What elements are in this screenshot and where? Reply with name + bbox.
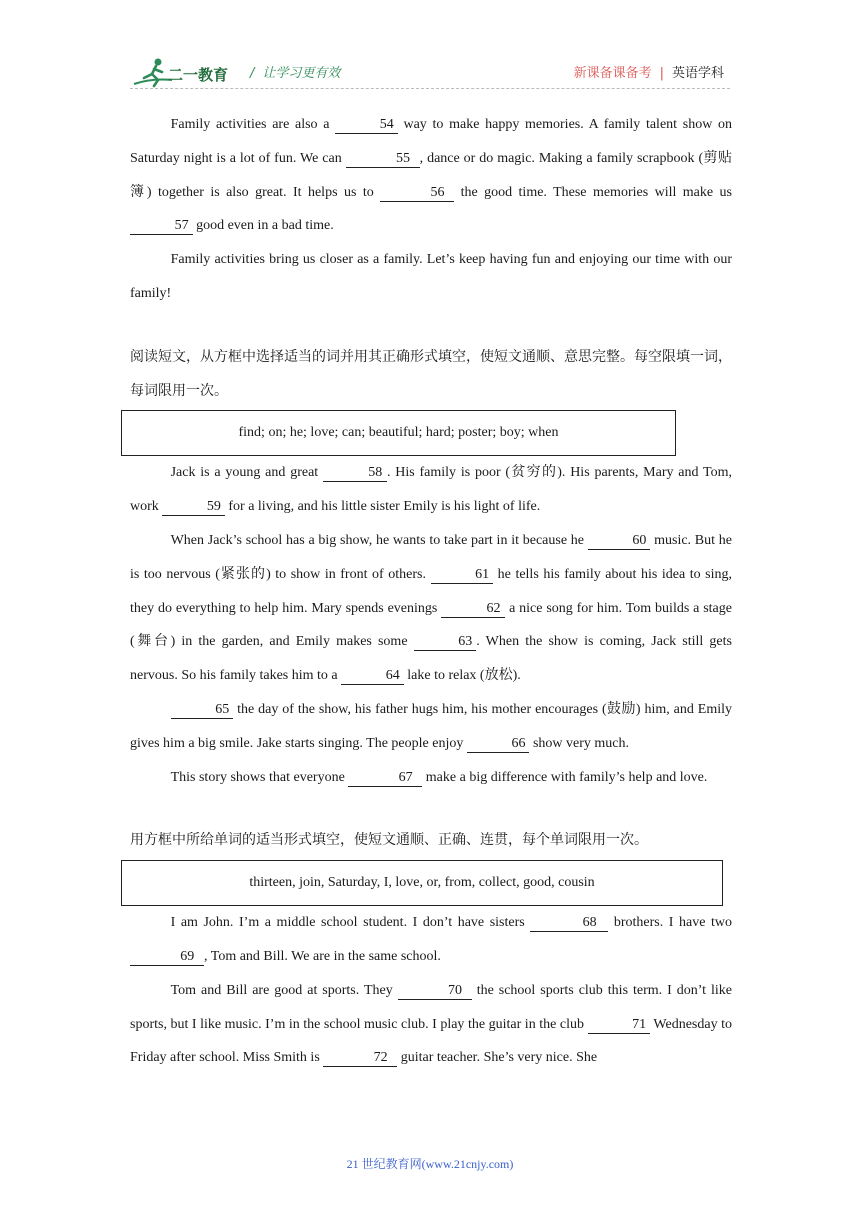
header-divider	[130, 88, 730, 89]
blank-61[interactable]: 61	[431, 567, 494, 584]
slogan: / 让学习更有效	[250, 66, 341, 81]
blank-54[interactable]: 54	[335, 117, 398, 134]
blank-62[interactable]: 62	[441, 601, 505, 618]
s2-paragraph-3: 65 the day of the show, his father hugs him, his mother encourages (鼓励) him, and Emily gives him a big smile. Jake starts singing. The people enjoy 66 show very much.	[130, 701, 732, 751]
blank-60[interactable]: 60	[588, 533, 651, 550]
page-footer: 21 世纪教育网(www.21cnjy.com)	[346, 1157, 514, 1171]
blank-58[interactable]: 58	[323, 465, 387, 482]
blank-59[interactable]: 59	[162, 499, 225, 516]
s1-paragraph-1: Family activities are also a 54 way to make happy memories. A family talent show on Saturday night is a lot of fun. We can 55 , dance or do magic. Making a family scrapbook (剪贴簿) together is also great. It helps us to 56 the good time. These memories will make us 57 good even in a bad time.	[130, 117, 733, 234]
s3-paragraph-1: I am John. I’m a middle school student. I don’t have sisters 68 brothers. I have two 69 , Tom and Bill. We are in the same school.	[130, 906, 732, 974]
header-subject: 新课备课备考 | 英语学科	[573, 66, 724, 81]
blank-56[interactable]: 56	[380, 185, 454, 202]
s2-paragraph-2: When Jack’s school has a big show, he wants to take part in it because he 60 music. But he is too nervous (紧张的) to show in front of others. 61 he tells his family about his idea to sing, they do everything to help him. Mary spends evenings 62 a nice song for him. Tom builds a stage (舞台) in the garden, and Emily makes some 63 . When the show is coming, Jack still gets nervous. So his family takes him to a 64 lake to relax (放松).	[130, 532, 732, 684]
blank-55[interactable]: 55	[346, 151, 420, 168]
s3-instruction: 用方框中所给单词的适当形式填空，使短文通顺、正确、连贯，每个单词限用一次。	[130, 832, 648, 849]
logo-icon	[132, 56, 242, 90]
s1-paragraph-2: Family activities bring us closer as a family. Let’s keep having fun and enjoying our time with our family!	[130, 252, 732, 301]
blank-66[interactable]: 66	[467, 736, 530, 753]
blank-64[interactable]: 64	[341, 668, 404, 685]
blank-65[interactable]: 65	[171, 702, 234, 719]
blank-67[interactable]: 67	[348, 770, 422, 787]
s2-paragraph-4: This story shows that everyone 67 make a big difference with family’s help and love.	[170, 769, 708, 785]
blank-68[interactable]: 68	[530, 915, 608, 932]
s2-word-box: find; on; he; love; can; beautiful; hard; poster; boy; when	[121, 410, 676, 456]
s3-paragraph-2: Tom and Bill are good at sports. They 70 the school sports club this term. I don’t like sports, but I like music. I’m in the school music club. I play the guitar in the club 71 Wednesday to Friday after school. Miss Smith is 72 guitar teacher. She’s very nice. She	[130, 982, 733, 1066]
s3-word-box: thirteen, join, Saturday, I, love, or, from, collect, good, cousin	[121, 860, 723, 906]
s2-paragraph-1: Jack is a young and great 58 . His family is poor (贫穷的). His parents, Mary and Tom, work 59 for a living, and his little sister Emily is his light of life.	[130, 465, 732, 515]
blank-71[interactable]: 71	[588, 1017, 651, 1034]
blank-70[interactable]: 70	[398, 983, 472, 1000]
blank-57[interactable]: 57	[130, 218, 193, 235]
document-body	[130, 108, 732, 1075]
blank-69[interactable]: 69	[130, 949, 204, 966]
svg-text:二一教育: 二一教育	[168, 66, 229, 84]
s2-instruction: 阅读短文，从方框中选择适当的词并用其正确形式填空，使短文通顺、意思完整。每空限填一词，每词限用一次。	[130, 348, 732, 399]
blank-63[interactable]: 63	[414, 634, 477, 651]
page-header	[0, 0, 860, 100]
blank-72[interactable]: 72	[323, 1050, 397, 1067]
